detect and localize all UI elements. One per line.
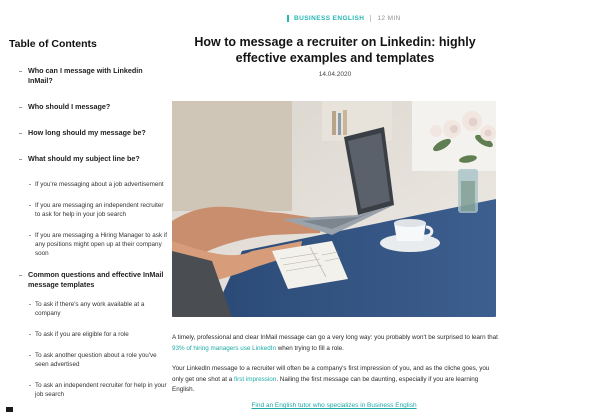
toc-subitem[interactable]: If you are messaging a Hiring Manager to ask if any positions might open up at their company soon <box>9 231 169 258</box>
category-marker <box>287 15 289 22</box>
hero-image <box>172 101 496 317</box>
toc-subitem[interactable]: If you are messaging an independent recruiter to ask for help in your job search <box>9 201 169 219</box>
first-impression-paragraph: Your LinkedIn message to a recruiter will often be a company's first impression of you, and as the cliche goes, you only get one shot at a first impression. Nailing the first message can be daunting, especially if you are learning English. <box>172 365 490 393</box>
toc-subitem[interactable]: If you're messaging about a job advertisement <box>9 180 169 189</box>
toc-list <box>9 66 169 399</box>
toc-item[interactable]: Who can I message with Linkedin InMail? <box>9 66 169 86</box>
read-time: 12 MIN <box>377 14 401 22</box>
article-title: How to message a recruiter on Linkedin: highly effective examples and templates <box>194 35 476 65</box>
toc-subitem[interactable]: To ask if you are eligible for a role <box>9 330 169 339</box>
table-of-contents <box>9 38 169 411</box>
article-meta <box>287 13 401 23</box>
intro-paragraph: A timely, professional and clear InMail message can go a very long way: you probably won't be surprised to learn that 93% of hiring managers use LinkedIn when trying to fill a role. <box>172 334 498 352</box>
toc-subitem[interactable]: To ask if there's any work available at a company <box>9 300 169 318</box>
category-label[interactable]: BUSINESS ENGLISH <box>294 14 365 22</box>
find-tutor-link[interactable]: Find an English tutor who specializes in Business English <box>251 402 417 409</box>
toc-subitem[interactable]: To ask an independent recruiter for help in your job search <box>9 381 169 399</box>
toc-item[interactable]: Common questions and effective InMail message templates <box>9 270 169 290</box>
first-impression-link[interactable]: first impression <box>233 375 277 383</box>
toc-item[interactable]: Who should I message? <box>9 102 169 112</box>
meta-divider <box>370 15 371 22</box>
toc-item[interactable]: How long should my message be? <box>9 128 169 138</box>
scroll-indicator <box>6 407 13 412</box>
toc-item[interactable]: What should my subject line be? <box>9 154 169 164</box>
hero-illustration <box>172 101 496 317</box>
toc-subitem[interactable]: To ask another question about a role you've seen advertised <box>9 351 169 369</box>
hiring-managers-stat-link[interactable]: 93% of hiring managers use LinkedIn <box>172 344 276 352</box>
toc-heading: Table of Contents <box>9 38 97 50</box>
article-date: 14.04.2020 <box>318 71 352 78</box>
